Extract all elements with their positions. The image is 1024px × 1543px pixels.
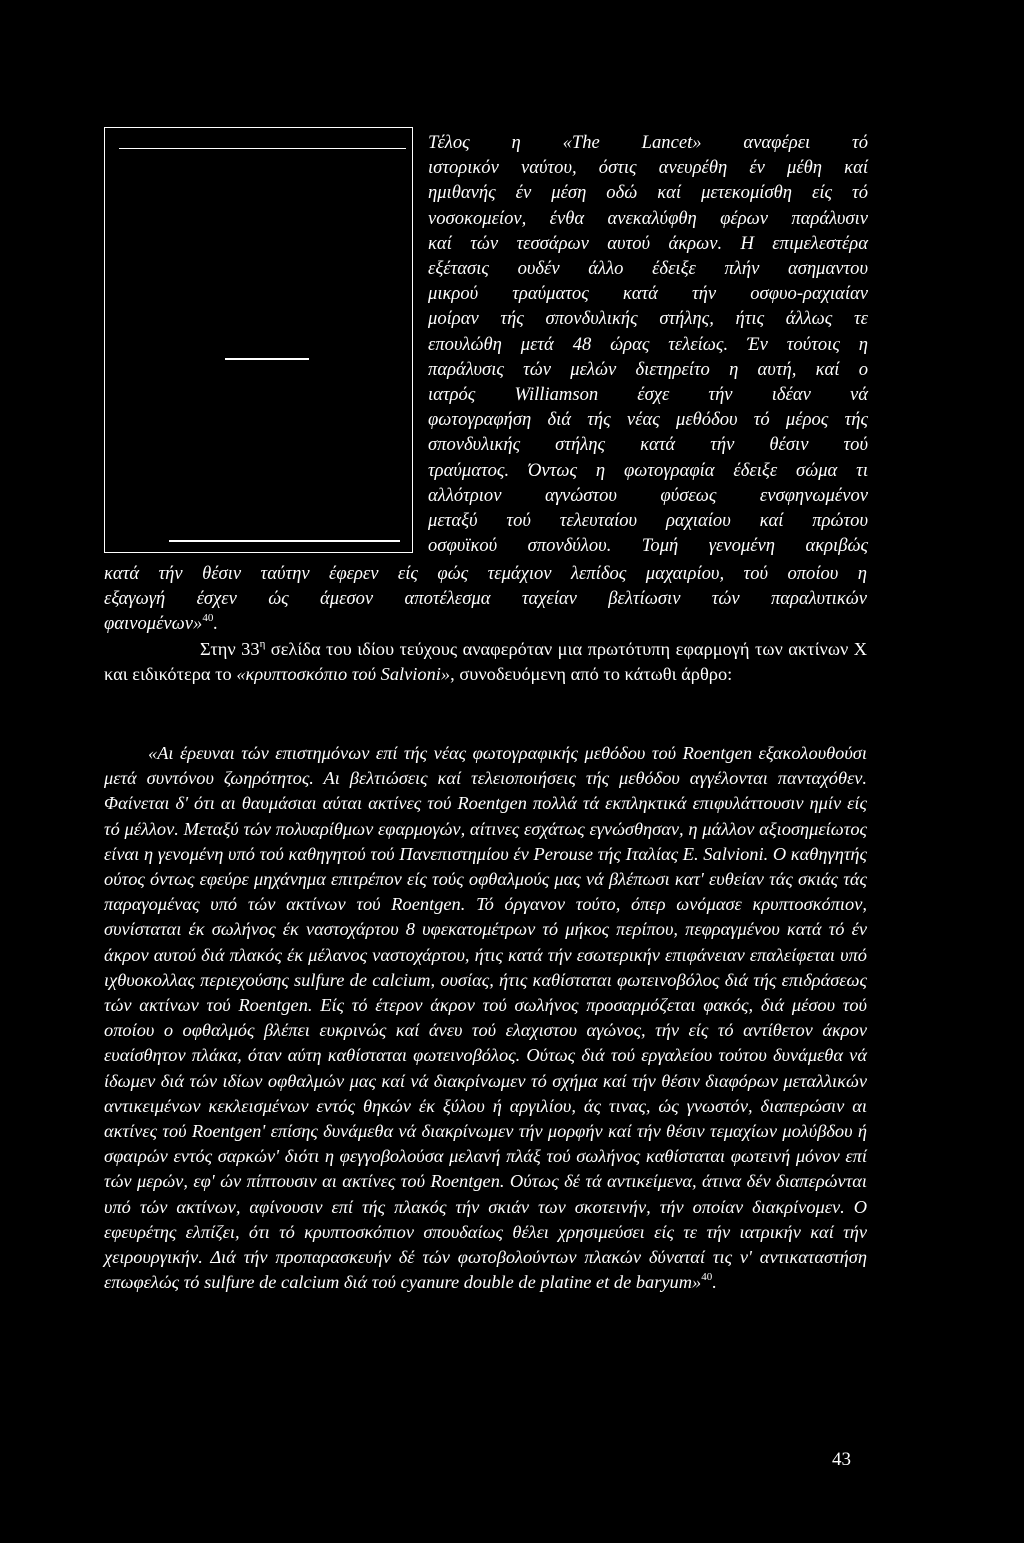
wrapped-paragraph <box>428 130 868 558</box>
text-line: επουλώθη μετά 48 ώρας τελείως. Έν τούτοις η <box>428 333 868 355</box>
body-suffix: , συνοδευόμενη από το κάτωθι άρθρο: <box>450 664 733 685</box>
text-line: ιατρός Williamson έσχε τήν ιδέαν νά <box>428 384 868 406</box>
figure-placeholder-frame <box>104 127 413 553</box>
text-line: οσφυϊκού σπονδύλου. Τομή γενομένη ακριβώς <box>428 535 868 557</box>
text-line: καί τών τεσσάρων αυτού άκρων. Η επιμελεστέρα <box>428 232 868 254</box>
page-number: 43 <box>832 1449 851 1470</box>
text-line: μοίραν τής σπονδυλικής στήλης, ήτις άλλως τε <box>428 308 868 330</box>
text-line: τραύματος. Όντως η φωτογραφία έδειξε σώμα τι <box>428 459 868 481</box>
text-fragment: φαινομένων» <box>104 613 203 635</box>
text-line: εξαγωγή έσχεν ώς άμεσον αποτέλεσμα ταχείαν βελτίωσιν τών παραλυτικών <box>104 588 867 610</box>
quote-text: «Αι έρευναι τών επιστημόνων επί τής νέας φωτογραφικής μεθόδου τού Roentgen εξακολουθούσι μετά συντόνου ζωηρότητος. Αι βελτιώσεις καί τελειοποιήσεις τής μεθόδου αγγέλονται πανταχόθεν. Φαίνεται δ' ότι αι θαυμάσιαι αύται ακτίνες τού Roentgen πολλά τά εκπληκτικά επιφυλάττουσιν ημίν είς τό μέλλον. Μεταξύ τών πολυαρίθμων εφαρμογών, αίτινες εσχάτως εγνώσθησαν, η μάλλον αξιοσημείωτος είναι η γενομένη υπό τού καθηγητού τού Πανεπιστημίου έν Perouse τής Ιταλίας E. Salvioni. Ο καθηγητής ούτος όντως εφεύρε μηχάνημα επιτρέπον είς τούς οφθαλμούς μας νά βλέπωσι κατ' ευθείαν τάς σκιάς τάς παραγομένας υπό τών ακτίνων τού Roentgen. Τό όργανον τούτο, όπερ ωνόμασε κρυπτοσκόπιον, συνίσταται έκ σωλήνος έκ ναστοχάρτου 8 υφεκατομέτρων τό μήκος περίπου, πεφραγμένου κατά τό έν άκρον αυτού διά πλακός έκ μέλανος ναστοχάρτου, ήτις κατά τήν εσωτερικήν επιφάνειαν επαλείφεται υπό ιχθυοκολλας περιεχούσης sulfure de calcium, ουσίας, ήτις καθίσταται φωτεινοβόλος διά τής επιδράσεως τών ακτίνων τού Roentgen. Είς τό έτερον άκρον τού σωλήνος προσαρμόζεται φακός, διά μέσου τού οποίου ο οφθαλμός βλέπει ευκρινώς καί άνευ τού ελαχιστου αγώνος, τήν είς τό αντίθετον άκρον ευαίσθητον πλάκα, όταν αύτη καθίσταται φωτεινοβόλος. Ούτως διά τού εργαλείου τούτου δυνάμεθα νά ίδωμεν διά τών ιδίων οφθαλμών μας καί νά διακρίνωμεν τό σχήμα καί τήν θέσιν διαφόρων μεταλλικών αντικειμένων κεκλεισμένων εντός θηκών έκ ξύλου ή αργιλίου, άς τινας, ώς γνωστόν, διαπερώσιν αι ακτίνες τού Roentgen' επίσης δυνάμεθα νά διακρίνωμεν τήν μορφήν καί τήν θέσιν τεμαχίων μολύβδου ή σφαιρών εντός σαρκών' διότι η φεγγοβολούσα μελανή πλάξ τού σωλήνος καθίσταται φωτεινή μόνον επί τών μερών, εφ' ών πίπτουσιν αι ακτίνες τού Roentgen. Ούτως δέ τά αντικείμενα, άτινα δέν διαπερώνται υπό τών ακτίνων, αφίνουσιν επί τής πλακός τήν σκιάν των σκοτεινήν, τήν οποίαν διακρίνομεν. Ο εφευρέτης ελπίζει, ότι τό κρυπτοσκόπιον σπουδαίως θέλει χρησιμεύσει είς τε τήν ιατρικήν καί τήν χειρουργικήν. Διά τήν προπαρασκευήν δέ τών φωτοβολούντων πλακών δύναταί τις ν' αντικαταστήση επωφελώς τό sulfure de calcium διά τού cyanure double de platine et de baryum» <box>104 743 867 1293</box>
body-prefix: Στην 33 <box>200 639 260 659</box>
text-line: μεταξύ τού τελευταίου ραχιαίου καί πρώτου <box>428 510 868 532</box>
text-line: νοσοκομείον, ένθα ανεκαλύφθη φέρων παράλυσιν <box>428 207 868 229</box>
text-line: ιστορικόν ναύτου, όστις ανευρέθη έν μέθη καί <box>428 157 868 179</box>
text-line: Τέλος η «The Lancet» αναφέρει τό <box>428 132 868 153</box>
ordinal-superscript: η <box>259 637 266 650</box>
text-line-final <box>104 611 867 636</box>
text-line: παράλυσις τών μελών διετηρείτο η αυτή, καί ο <box>428 358 868 380</box>
frame-rule-middle <box>225 358 309 360</box>
footnote-reference: 40 <box>202 612 214 625</box>
footnote-reference: 40 <box>701 1271 713 1284</box>
frame-rule-bottom <box>169 540 400 542</box>
text-line: μικρού τραύματος κατά τήν οσφυο-ραχιαίαν <box>428 283 868 305</box>
text-line: κατά τήν θέσιν ταύτην έφερεν είς φώς τεμάχιον λεπίδος μαχαιρίου, τού οποίου η <box>104 563 867 584</box>
body-text: σελίδα του ιδίου τεύχους αναφερόταν μια πρωτότυπη εφαρμογή των ακτίνων Χ και ειδικότερα το <box>104 639 868 685</box>
text-line: αλλότριον αγνώστου φύσεως ενσφηνωμένον <box>428 484 868 506</box>
sentence-end: . <box>712 1272 717 1293</box>
text-line: σπονδυλικής στήλης κατά τήν θέσιν τού <box>428 434 868 456</box>
quoted-article <box>104 741 867 1295</box>
text-line: φωτογραφήση διά τής νέας μεθόδου τό μέρος τής <box>428 409 868 431</box>
sentence-end: . <box>213 613 219 635</box>
frame-rule-top <box>119 148 406 149</box>
text-line: ημιθανής έν μέση οδώ καί μετεκομίσθη είς τό <box>428 182 868 204</box>
wrapped-paragraph-continuation <box>104 561 867 637</box>
text-line: εξέτασις ουδέν άλλο έδειξε πλήν ασημαντου <box>428 258 868 280</box>
body-paragraph <box>104 637 867 687</box>
body-italic-title: «κρυπτοσκόπιο τού Salvioni» <box>236 664 451 685</box>
